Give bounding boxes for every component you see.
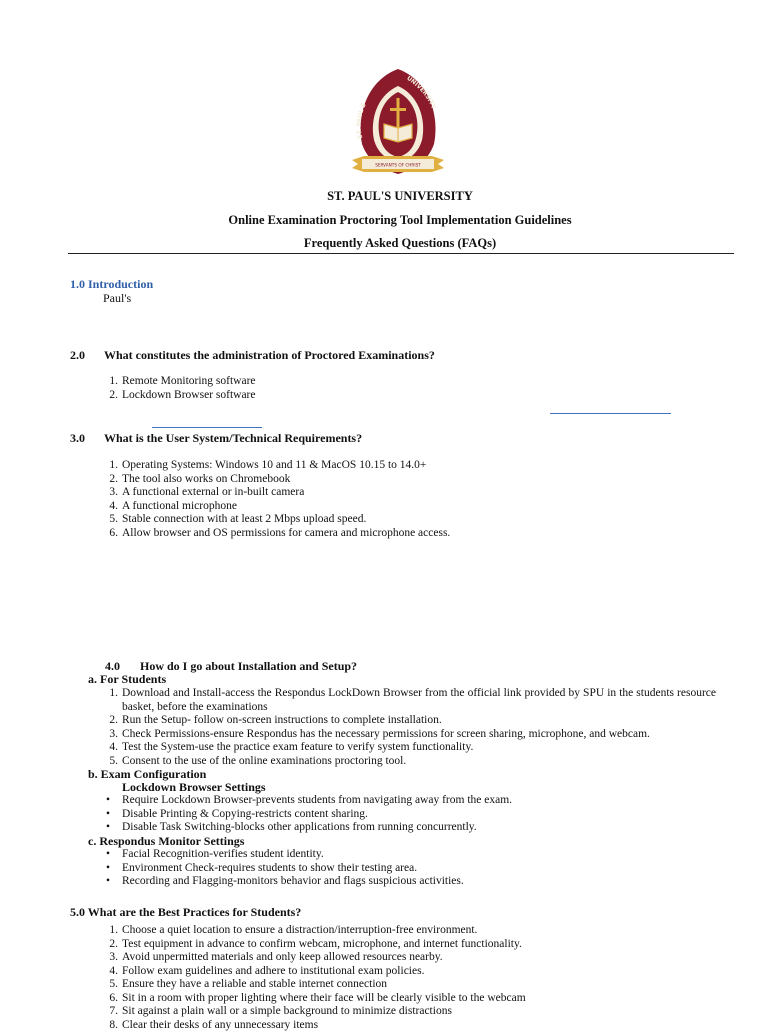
section-4c-heading: c. Respondus Monitor Settings [88, 835, 244, 849]
list-item: 1. Choose a quiet location to ensure a distraction/interruption-free environment. [122, 924, 526, 938]
list-item: 8. Clear their desks of any unnecessary items [122, 1019, 526, 1032]
list-item: • Recording and Flagging-monitors behavior and flags suspicious activities. [122, 875, 464, 889]
section-1-heading: 1.0 Introduction [70, 278, 153, 292]
section-3-title: What is the User System/Technical Requirements? [104, 432, 362, 446]
list-item: 1. Download and Install-access the Respondus LockDown Browser from the official link provided by SPU in the students resource basket, before the examinations [122, 687, 716, 714]
list-item: 4. Follow exam guidelines and adhere to institutional exam policies. [122, 965, 526, 979]
document-subtitle: Frequently Asked Questions (FAQs) [0, 236, 768, 251]
list-item: 1. Remote Monitoring software [122, 375, 256, 389]
list-item: 2. The tool also works on Chromebook [122, 473, 450, 487]
list-item: • Disable Printing & Copying-restricts content sharing. [122, 808, 512, 822]
section-5-list [122, 924, 526, 1032]
list-item: 6. Allow browser and OS permissions for camera and microphone access. [122, 527, 450, 541]
logo-ring-text-left: ST. PAUL'S [356, 102, 368, 139]
ribbon-banner [352, 156, 444, 172]
logo-ring-text-right: UNIVERSITY [405, 75, 437, 111]
list-item: 7. Sit against a plain wall or a simple background to minimize distractions [122, 1005, 526, 1019]
document-title: Online Examination Proctoring Tool Implementation Guidelines [0, 213, 768, 228]
section-4a-heading: a. For Students [88, 673, 166, 687]
header-divider [68, 253, 734, 254]
section-4b-subheading: Lockdown Browser Settings [122, 781, 266, 795]
section-5-heading: 5.0 What are the Best Practices for Students? [70, 906, 301, 920]
section-4b-list [122, 794, 512, 835]
list-item: 4. Test the System-use the practice exam feature to verify system functionality. [122, 741, 716, 755]
list-item: 6. Sit in a room with proper lighting where their face will be clearly visible to the webcam [122, 992, 526, 1006]
section-2-list [122, 375, 256, 402]
section-4a-list [122, 687, 716, 768]
section-1-text: Paul's [103, 292, 131, 306]
list-item: 3. Avoid unpermitted materials and only keep allowed resources nearby. [122, 951, 526, 965]
list-item: 3. A functional external or in-built camera [122, 486, 450, 500]
list-item: 2. Run the Setup- follow on-screen instructions to complete installation. [122, 714, 716, 728]
hyperlink-underline[interactable] [550, 413, 671, 414]
section-4-number: 4.0 [105, 660, 120, 674]
section-3-list [122, 459, 450, 540]
section-2-number: 2.0 [70, 349, 85, 363]
logo-ribbon-text: SERVANTS OF CHRIST [375, 163, 421, 168]
list-item: 3. Check Permissions-ensure Respondus has the necessary permissions for screen sharing, microphone, and webcam. [122, 728, 716, 742]
list-item: 5. Consent to the use of the online examinations proctoring tool. [122, 755, 716, 769]
list-item: 5. Ensure they have a reliable and stable internet connection [122, 978, 526, 992]
list-item: 4. A functional microphone [122, 500, 450, 514]
section-4b-heading: b. Exam Configuration [88, 768, 206, 782]
university-logo [348, 66, 448, 178]
section-4c-list [122, 848, 464, 889]
list-item: • Require Lockdown Browser-prevents students from navigating away from the exam. [122, 794, 512, 808]
list-item: 2. Test equipment in advance to confirm webcam, microphone, and internet functionality. [122, 938, 526, 952]
list-item: 2. Lockdown Browser software [122, 389, 256, 403]
list-item: • Disable Task Switching-blocks other applications from running concurrently. [122, 821, 512, 835]
list-item: 5. Stable connection with at least 2 Mbps upload speed. [122, 513, 450, 527]
section-3-number: 3.0 [70, 432, 85, 446]
section-2-title: What constitutes the administration of Proctored Examinations? [104, 349, 435, 363]
section-4-title: How do I go about Installation and Setup? [140, 660, 357, 674]
list-item: 1. Operating Systems: Windows 10 and 11 & MacOS 10.15 to 14.0+ [122, 459, 450, 473]
list-item: • Facial Recognition-verifies student identity. [122, 848, 464, 862]
university-name: ST. PAUL'S UNIVERSITY [0, 189, 768, 204]
list-item: • Environment Check-requires students to show their testing area. [122, 862, 464, 876]
hyperlink-underline[interactable] [152, 427, 262, 428]
